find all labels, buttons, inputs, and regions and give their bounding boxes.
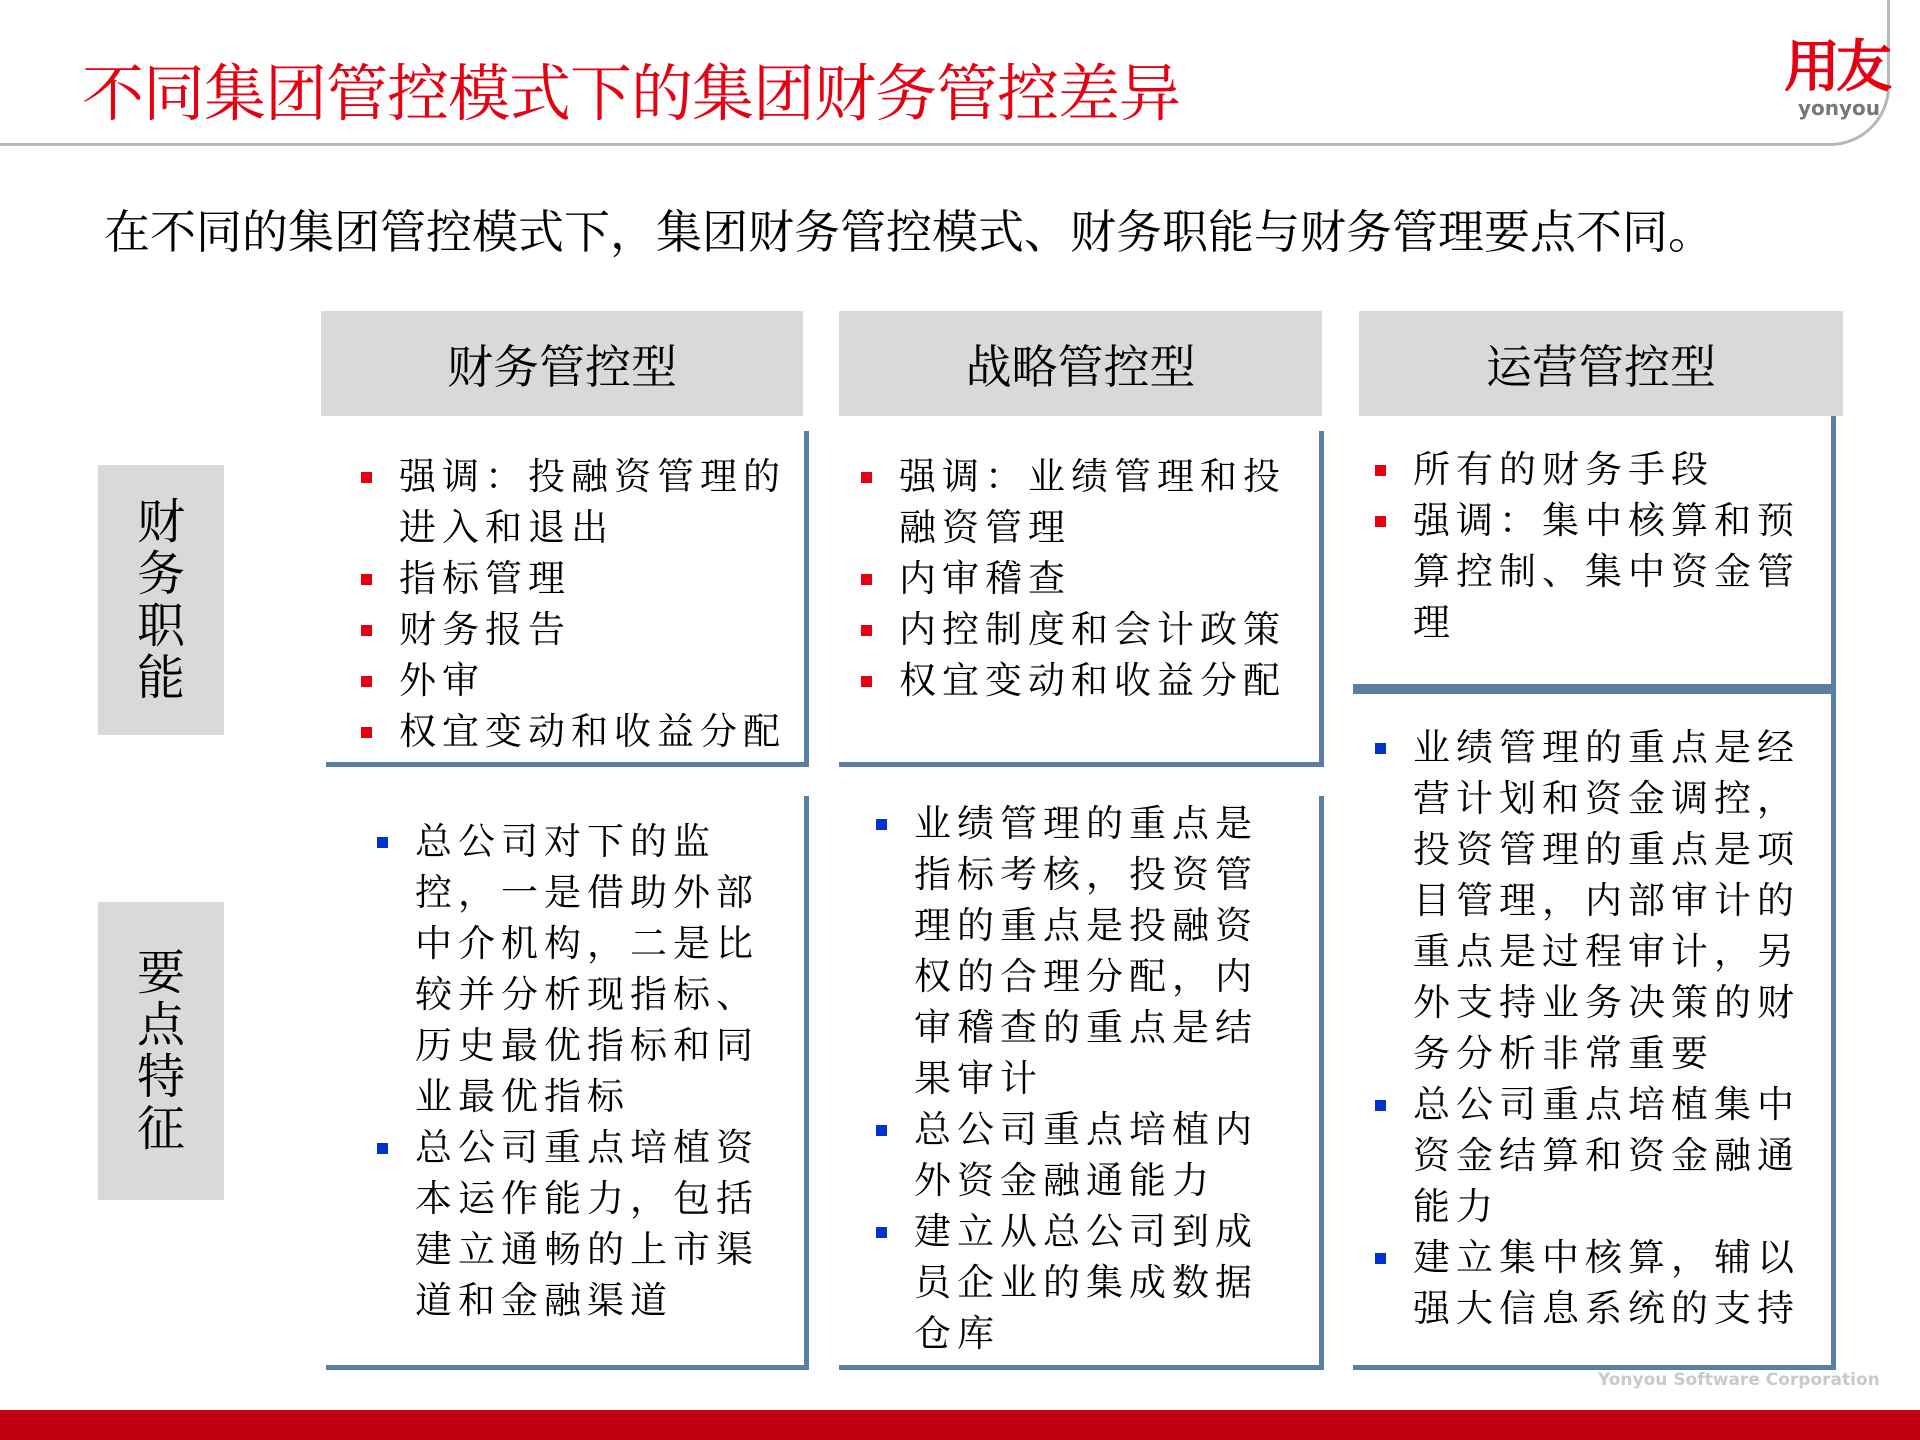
list-item: 财务报告 xyxy=(399,604,798,655)
list-item: 所有的财务手段 xyxy=(1413,444,1806,495)
subtitle: 在不同的集团管控模式下，集团财务管控模式、财务职能与财务管理要点不同。 xyxy=(104,205,1714,259)
list-item: 建立从总公司到成员企业的集成数据仓库 xyxy=(914,1206,1283,1359)
logo-en: yonyou xyxy=(1797,96,1880,120)
yonyou-logo xyxy=(1758,35,1888,120)
list-item: 强调：业绩管理和投融资管理 xyxy=(899,451,1294,553)
row-label-functions xyxy=(98,465,224,735)
row-label-features xyxy=(98,902,224,1200)
list-item: 权宜变动和收益分配 xyxy=(399,706,798,757)
list-item: 强调：投融资管理的进入和退出 xyxy=(399,451,798,553)
cell-strategic-features xyxy=(839,796,1324,1370)
list-item: 指标管理 xyxy=(399,553,798,604)
row-label-text: 财务职能 xyxy=(136,494,185,706)
column-header-strategic: 战略管控型 xyxy=(839,311,1322,416)
list-item: 权宜变动和收益分配 xyxy=(899,655,1294,706)
list-item: 建立集中核算，辅以强大信息系统的支持 xyxy=(1413,1232,1806,1334)
cell-operational-functions xyxy=(1353,416,1836,689)
list-item: 总公司重点培植集中资金结算和资金融通能力 xyxy=(1413,1079,1806,1232)
footer-bar xyxy=(0,1410,1920,1440)
row-label-text: 要点特征 xyxy=(136,945,185,1157)
list-item: 外审 xyxy=(399,655,798,706)
list-item: 总公司重点培植资本运作能力，包括建立通畅的上市渠道和金融渠道 xyxy=(415,1122,784,1326)
list-item: 内审稽查 xyxy=(899,553,1294,604)
column-header-operational: 运营管控型 xyxy=(1359,311,1843,416)
list-item: 业绩管理的重点是指标考核，投资管理的重点是投融资权的合理分配，内审稽查的重点是结果审计 xyxy=(914,798,1283,1104)
cell-financial-features xyxy=(326,796,809,1370)
cell-operational-features xyxy=(1353,689,1836,1370)
page-title: 不同集团管控模式下的集团财务管控差异 xyxy=(82,57,1181,130)
list-item: 总公司对下的监控，一是借助外部中介机构，二是比较并分析现指标、历史最优指标和同业最优指标 xyxy=(415,816,784,1122)
list-item: 总公司重点培植内外资金融通能力 xyxy=(914,1104,1283,1206)
column-header-financial: 财务管控型 xyxy=(321,311,803,416)
list-item: 业绩管理的重点是经营计划和资金调控，投资管理的重点是项目管理，内部审计的重点是过程审计，另外支持业务决策的财务分析非常重要 xyxy=(1413,722,1806,1079)
footer-corporation: Yonyou Software Corporation xyxy=(1598,1370,1880,1390)
list-item: 强调：集中核算和预算控制、集中资金管理 xyxy=(1413,495,1806,648)
cell-strategic-functions xyxy=(839,431,1324,767)
list-item: 内控制度和会计政策 xyxy=(899,604,1294,655)
cell-financial-functions xyxy=(326,431,809,767)
logo-cn: 用友 xyxy=(1784,35,1888,100)
